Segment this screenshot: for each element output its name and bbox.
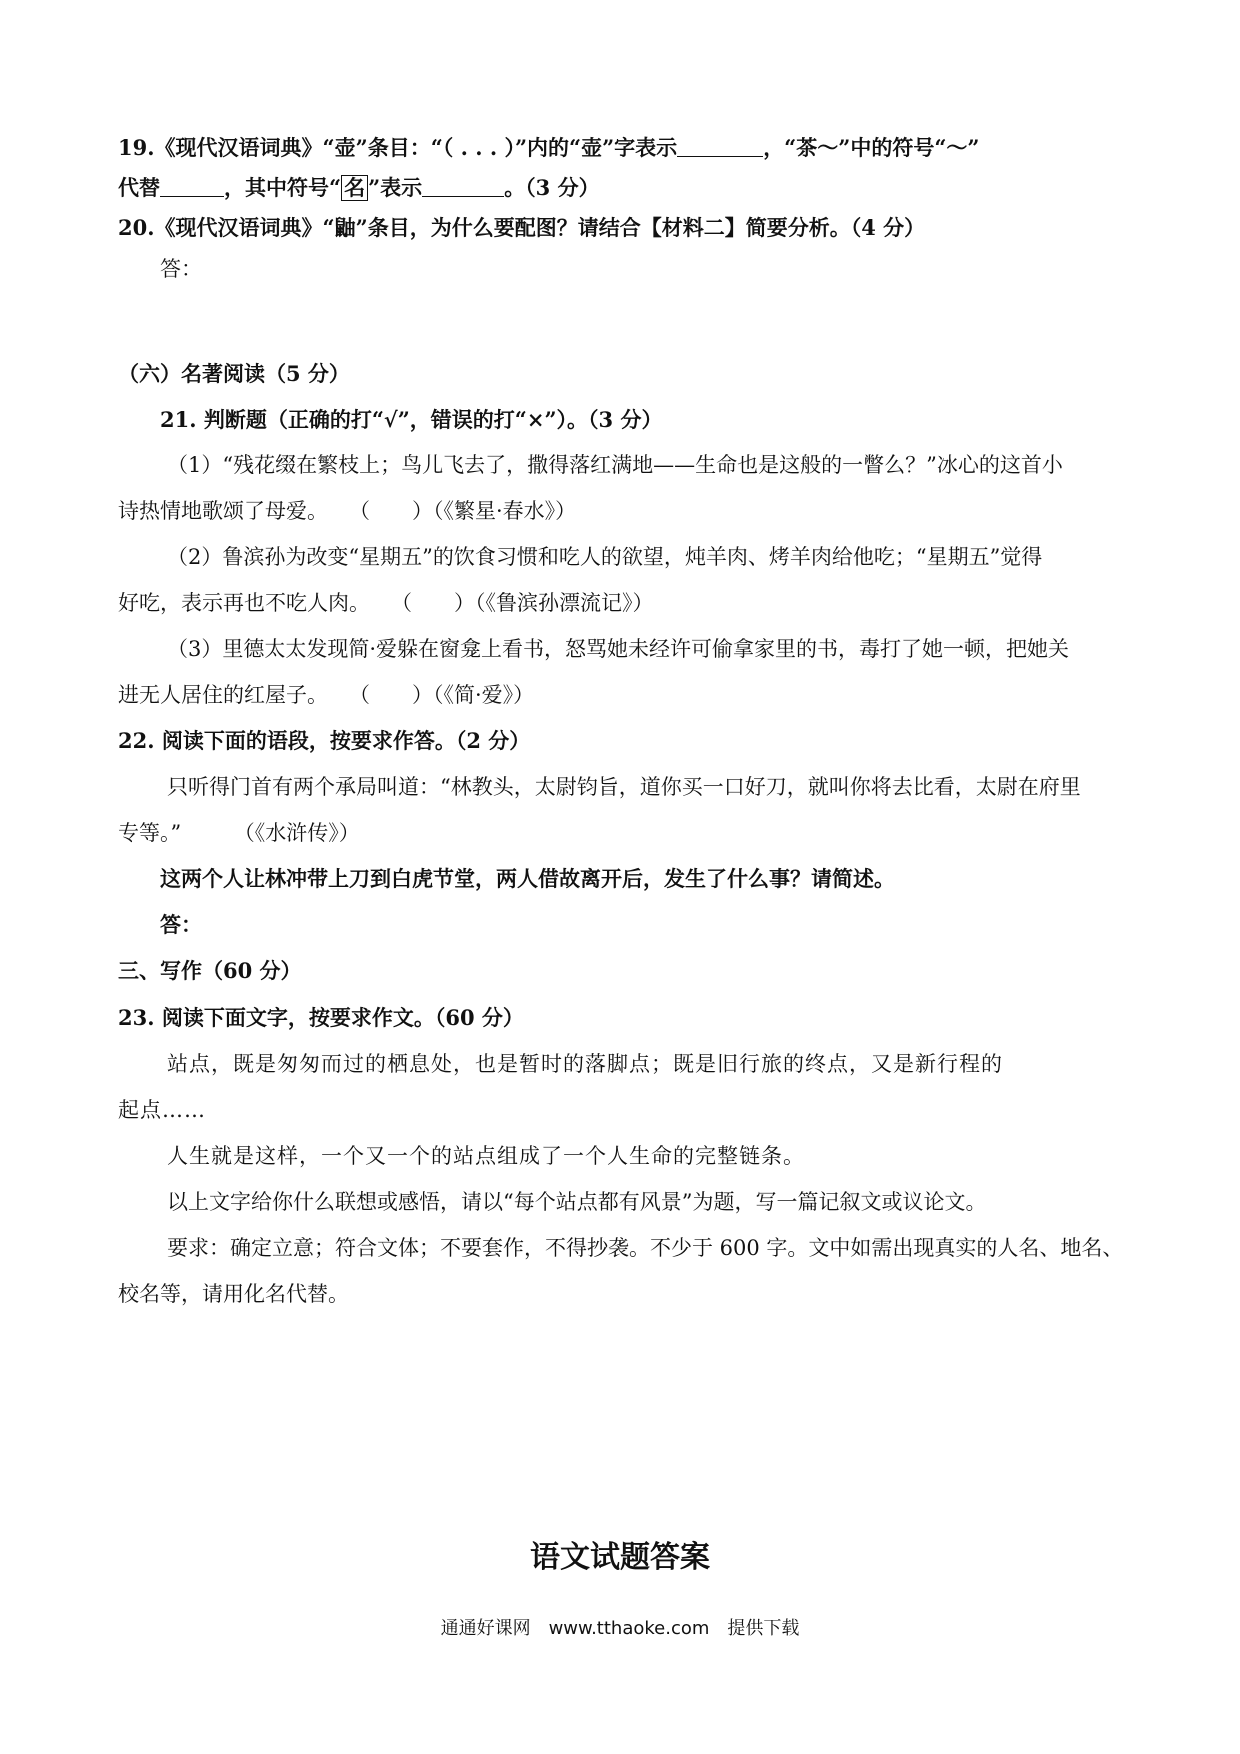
q20-answer-label: 答：	[160, 257, 202, 281]
q23-quote-line-2: 起点……	[118, 1098, 206, 1122]
q19-blank-3	[422, 174, 504, 197]
q19-boxed-symbol: 名	[341, 175, 368, 201]
q23-requirement-line-2: 校名等，请用化名代替。	[118, 1282, 349, 1306]
q21-prompt: 21. 判断题（正确的打“√”，错误的打“×”）。（3 分）	[160, 407, 663, 432]
section-3-heading: 三、写作（60 分）	[118, 958, 302, 983]
q22-passage-line-2: 专等。” （《水浒传》）	[118, 821, 360, 845]
q22-question: 这两个人让林冲带上刀到白虎节堂，两人借故离开后，发生了什么事？请简述。	[160, 866, 895, 891]
q22-passage-line-1: 只听得门首有两个承局叫道：“林教头，太尉钧旨，道你买一口好刀，就叫你将去比看，太尉在府里	[167, 775, 1081, 799]
page-footer: 通通好课网 www.tthaoke.com 提供下载	[440, 1618, 800, 1639]
q22-answer-label: 答：	[160, 912, 202, 937]
q19-text-d: ，其中符号“	[224, 175, 342, 200]
q19-text-e: ”表示	[368, 175, 423, 200]
q23-requirement-line-1: 要求：确定立意；符合文体；不要套作，不得抄袭。不少于 600 字。文中如需出现真实的人名、地名、	[167, 1236, 1124, 1260]
q23-quote-line-1: 站点，既是匆匆而过的栖息处，也是暂时的落脚点；既是旧行旅的终点，又是新行程的	[167, 1052, 1003, 1076]
section-6-heading: （六）名著阅读（5 分）	[118, 361, 350, 386]
q21-item-1-line-1: （1）“残花缀在繁枝上；鸟儿飞去了，撒得落红满地——生命也是这般的一瞥么？”冰心的这首小	[167, 453, 1063, 477]
q19-blank-2	[160, 174, 224, 197]
q19-text-a: 19.《现代汉语词典》“壶”条目：“（ . . . ）”内的“壶”字表示	[118, 135, 678, 160]
q19-text-b: ，“茶～”中的符号“～”	[763, 135, 980, 160]
q23-task: 以上文字给你什么联想或感悟，请以“每个站点都有风景”为题，写一篇记叙文或议论文。	[167, 1190, 987, 1214]
q21-item-1-line-2: 诗热情地歌颂了母爱。 （ ）（《繁星·春水》）	[118, 499, 577, 523]
q23-prompt: 23. 阅读下面文字，按要求作文。（60 分）	[118, 1005, 524, 1030]
q21-item-2-line-2: 好吃，表示再也不吃人肉。 （ ）（《鲁滨孙漂流记》）	[118, 591, 654, 615]
q21-item-2-line-1: （2）鲁滨孙为改变“星期五”的饮食习惯和吃人的欲望，炖羊肉、烤羊肉给他吃；“星期五”觉得	[167, 545, 1043, 569]
q22-prompt: 22. 阅读下面的语段，按要求作答。（2 分）	[118, 728, 531, 753]
answer-section-title: 语文试题答案	[530, 1540, 710, 1575]
q21-item-3-line-1: （3）里德太太发现简·爱躲在窗龛上看书，怒骂她未经许可偷拿家里的书，毒打了她一顿，把她关	[167, 637, 1070, 661]
q19-line-1	[118, 133, 980, 163]
q19-text-f: 。（3 分）	[504, 175, 600, 200]
q20-question: 20.《现代汉语词典》“鼬”条目，为什么要配图？请结合【材料二】简要分析。（4 分）	[118, 215, 926, 240]
q19-line-2	[118, 173, 600, 203]
q19-text-c: 代替	[118, 175, 160, 200]
q21-item-3-line-2: 进无人居住的红屋子。 （ ）（《简·爱》）	[118, 683, 535, 707]
q19-blank-1	[677, 134, 763, 157]
q23-quote-line-3: 人生就是这样，一个又一个的站点组成了一个人生命的完整链条。	[167, 1144, 805, 1168]
